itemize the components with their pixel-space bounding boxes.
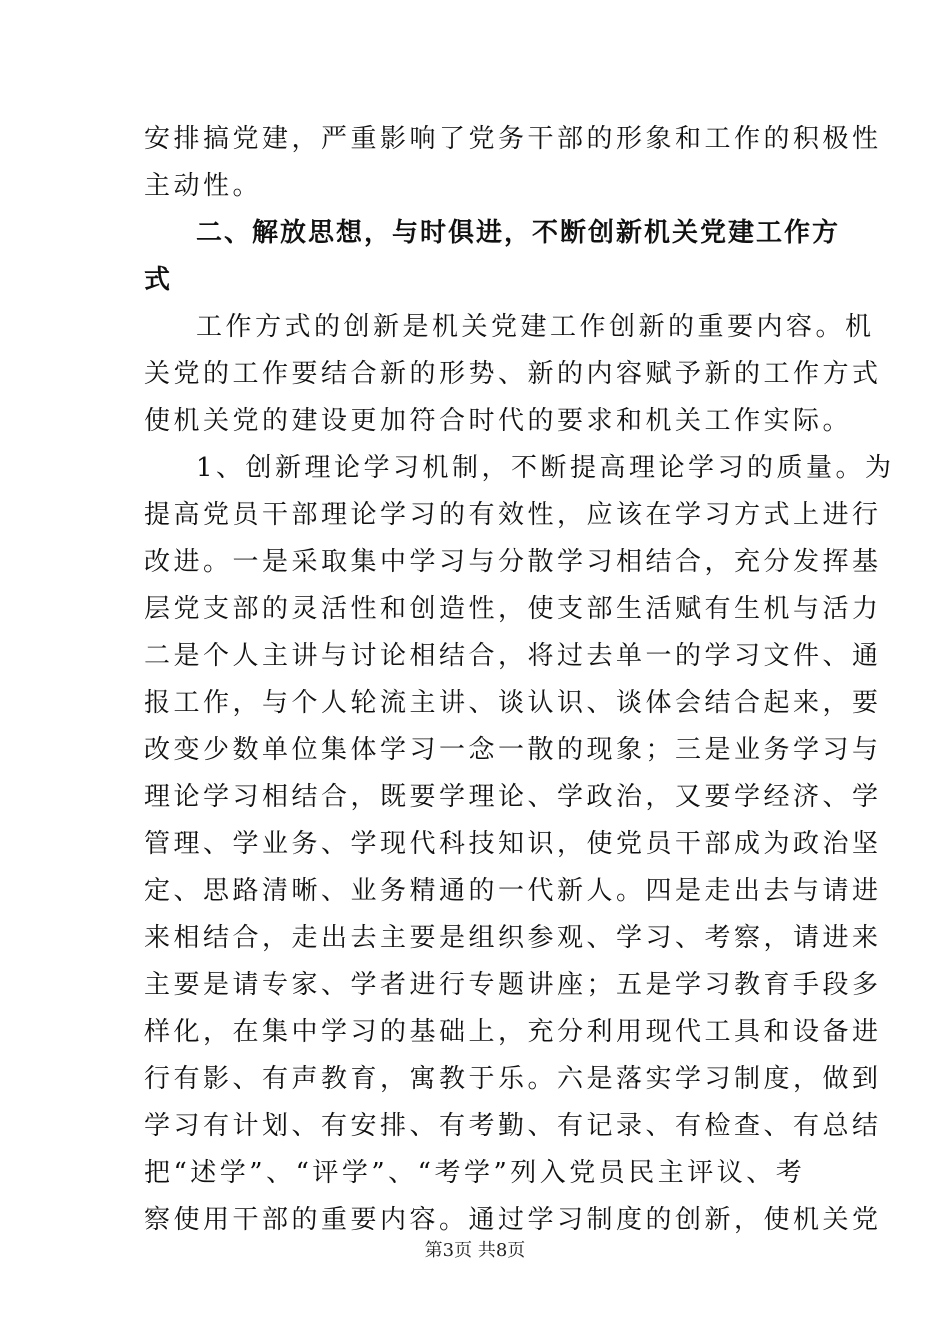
- body-line: 理论学习相结合，既要学理论、学政治，又要学经济、学: [144, 782, 882, 812]
- body-line: 样化，在集中学习的基础上，充分利用现代工具和设备进: [144, 1017, 882, 1047]
- body-line: 报工作，与个人轮流主讲、谈认识、谈体会结合起来，要: [144, 688, 882, 718]
- body-line: 改进。一是采取集中学习与分散学习相结合，充分发挥基: [144, 547, 882, 577]
- body-line: 层党支部的灵活性和创造性，使支部生活赋有生机与活力: [144, 594, 882, 624]
- body-line: 二是个人主讲与讨论相结合，将过去单一的学习文件、通: [144, 641, 882, 671]
- body-line: 定、思路清晰、业务精通的一代新人。四是走出去与请进: [144, 876, 882, 906]
- paragraph-start: 1、创新理论学习机制，不断提高理论学习的质量。为: [196, 453, 895, 483]
- body-line: 行有影、有声教育，寓教于乐。六是落实学习制度，做到: [144, 1064, 882, 1094]
- body-line: 使机关党的建设更加符合时代的要求和机关工作实际。: [144, 406, 853, 436]
- paragraph-start: 工作方式的创新是机关党建工作创新的重要内容。机: [196, 312, 875, 342]
- body-line: 来相结合，走出去主要是组织参观、学习、考察，请进来: [144, 923, 882, 953]
- body-line: 关党的工作要结合新的形势、新的内容赋予新的工作方式: [144, 359, 882, 389]
- page-footer: 第3页 共8页: [424, 1240, 526, 1261]
- body-line: 主要是请专家、学者进行专题讲座；五是学习教育手段多: [144, 970, 882, 1000]
- body-line: 把“述学”、“评学”、“考学”列入党员民主评议、考: [144, 1158, 806, 1188]
- section-heading: 二、解放思想，与时俱进，不断创新机关党建工作方: [196, 218, 841, 248]
- body-line: 管理、学业务、学现代科技知识，使党员干部成为政治坚: [144, 829, 882, 859]
- document-body: [144, 116, 895, 1244]
- body-line: 察使用干部的重要内容。通过学习制度的创新，使机关党: [144, 1205, 882, 1235]
- body-line: 学习有计划、有安排、有考勤、有记录、有检查、有总结: [144, 1111, 882, 1141]
- section-heading-continued: 式: [144, 265, 173, 295]
- body-line: 提高党员干部理论学习的有效性，应该在学习方式上进行: [144, 500, 882, 530]
- body-line: 安排搞党建，严重影响了党务干部的形象和工作的积极性: [144, 124, 882, 154]
- body-line: 主动性。: [144, 171, 263, 201]
- body-line: 改变少数单位集体学习一念一散的现象；三是业务学习与: [144, 735, 882, 765]
